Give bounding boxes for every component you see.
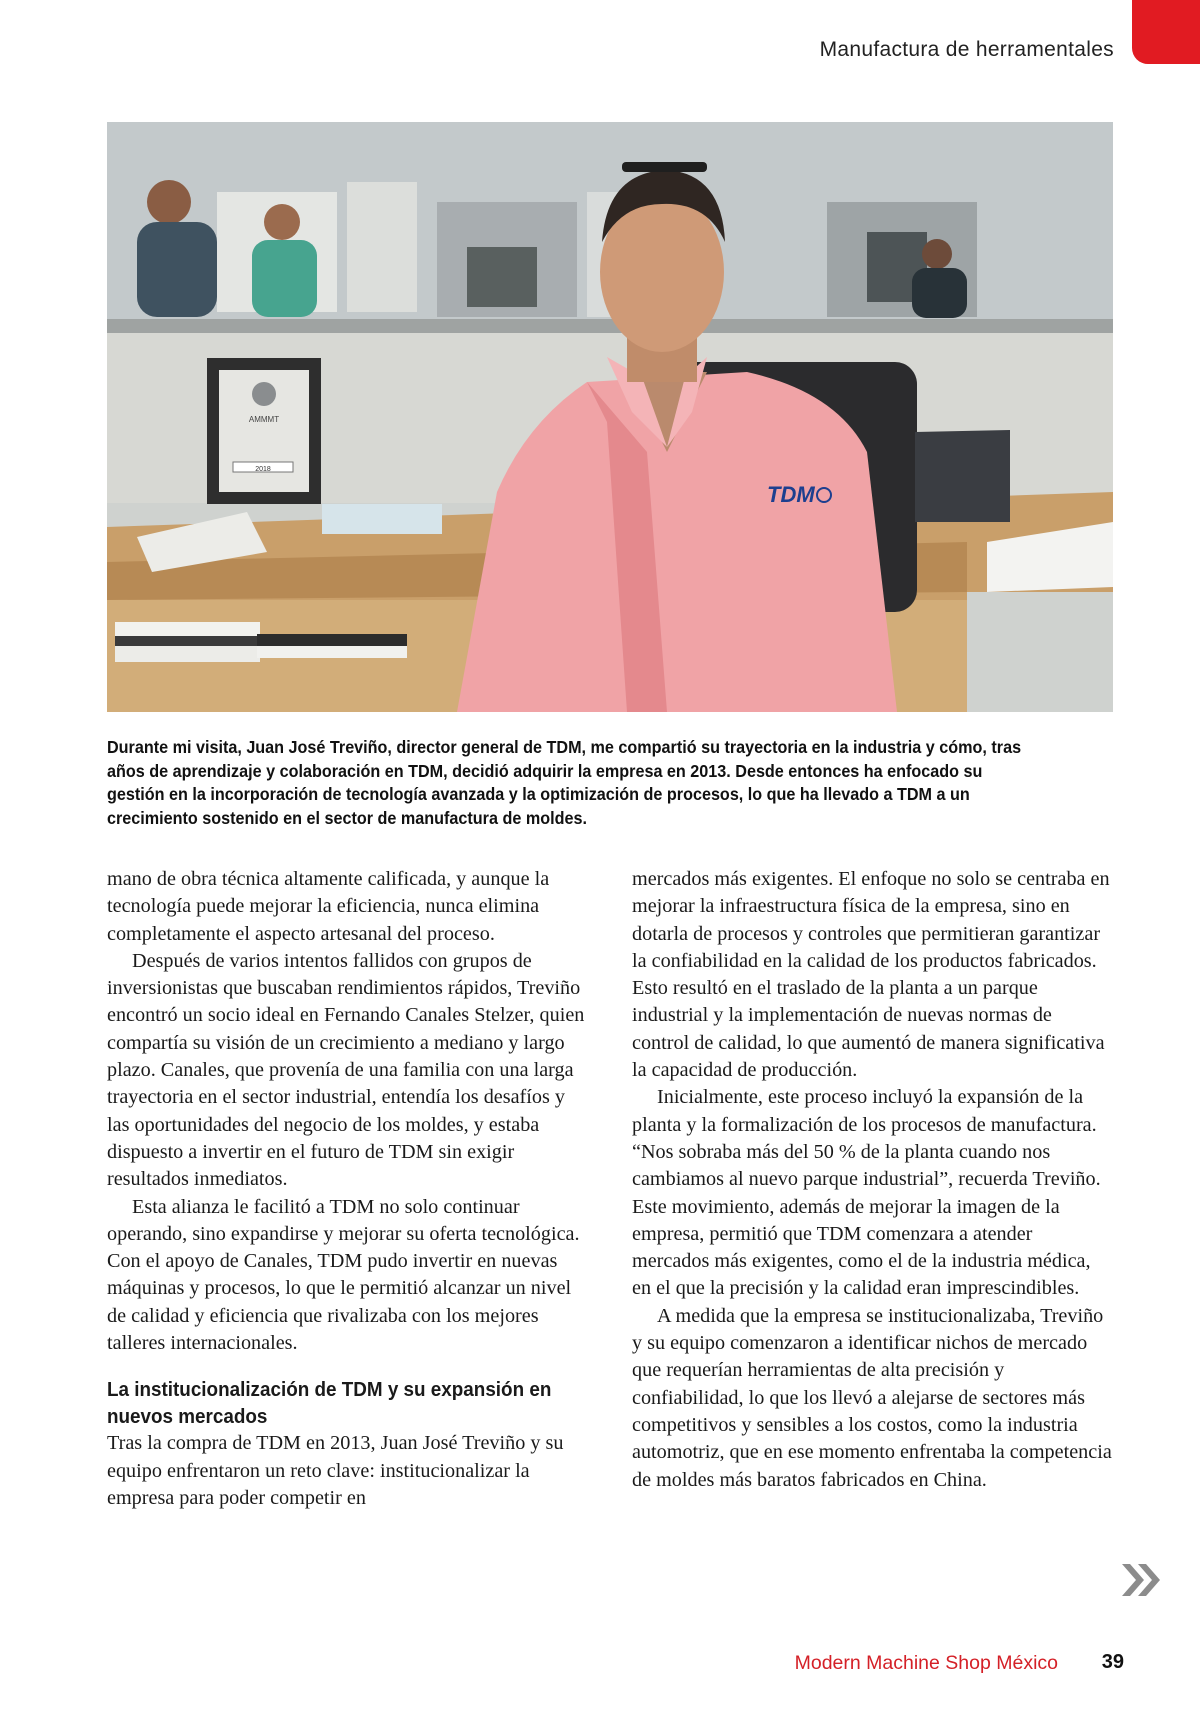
section-title: Manufactura de herramentales	[819, 38, 1114, 61]
continue-arrow-icon	[1120, 1560, 1164, 1600]
right-paragraph-1: mercados más exigentes. El enfoque no solo se centraba en mejorar la infraestructura física de la empresa, sino en dotarla de procesos y controles que permitieran garantizar la confiabilidad en la calidad de los productos fabricados. Esto resultó en el traslado de la planta a un parque industrial y la implementación de nuevas normas de control de calidad, lo que aumentó de manera significativa la capacidad de producción.	[632, 868, 1110, 1082]
caption-text: Durante mi visita, Juan José Treviño, director general de TDM, me compartió su trayectoria en la industria y cómo, tras años de aprendizaje y colaboración en TDM, decidió adquirir la empresa en 2013. Desde entonces ha enfocado su gestión en la incorporación de tecnología avanzada y la optimización de procesos, lo que ha llevado a TDM a un crecimiento sostenido en el sector de manufactura de moldes.	[107, 737, 1022, 828]
page-number: 39	[1101, 1651, 1124, 1673]
left-paragraph-2: Después de varios intentos fallidos con grupos de inversionistas que buscaban rendimientos rápidos, Treviño encontró un socio ideal en Fernando Canales Stelzer, quien compartía su visión de un crecimiento a mediano y largo plazo. Canales, que provenía de una familia con una larga trayectoria en el sector industrial, entendía los desafíos y las oportunidades del negocio de los moldes, y estaba dispuesto a invertir en el futuro de TDM sin exigir resultados inmediatos.	[107, 949, 585, 1191]
section-color-tab	[1132, 0, 1200, 64]
shirt-logo: TDM	[767, 482, 815, 507]
portrait-photo-illustration	[107, 122, 1113, 712]
left-paragraph-1: mano de obra técnica altamente calificada, y aunque la tecnología puede mejorar la eficiencia, nunca elimina completamente el aspecto artesanal del proceso.	[107, 868, 550, 945]
plaque-title: AMMMT	[248, 415, 280, 424]
right-paragraph-3: A medida que la empresa se institucionalizaba, Treviño y su equipo comenzaron a identificar nichos de mercado que requerían herramientas de alta precisión y confiabilidad, lo que los llevó a alejarse de sectores más competitivos y sensibles a los costos, como la industria automotriz, que en ese momento enfrentaba la competencia de moldes más baratos fabricados en China.	[632, 1304, 1112, 1491]
article-column-left	[107, 866, 587, 1512]
publication-name: Modern Machine Shop México	[794, 1652, 1058, 1674]
article-column-right	[632, 866, 1112, 1494]
right-paragraph-2: Inicialmente, este proceso incluyó la expansión de la planta y la formalización de los procesos de manufactura. “Nos sobraba más del 50 % de la planta cuando nos cambiamos al nuevo parque industrial”, recuerda Treviño. Este movimiento, además de mejorar la imagen de la empresa, permitió que TDM comenzara a atender mercados más exigentes, como el de la industria médica, en el que la precisión y la calidad eran imprescindibles.	[632, 1086, 1101, 1300]
left-paragraph-4: Tras la compra de TDM en 2013, Juan José Treviño y su equipo enfrentaron un reto clave: institucionalizar la empresa para poder competir en	[107, 1432, 564, 1509]
plaque-year: 2018	[255, 466, 271, 473]
section-subheading: La institucionalización de TDM y su expansión en nuevos mercados	[107, 1378, 552, 1429]
article-photo	[107, 122, 1113, 712]
photo-caption	[107, 736, 1037, 830]
left-paragraph-3: Esta alianza le facilitó a TDM no solo continuar operando, sino expandirse y mejorar su oferta tecnológica. Con el apoyo de Canales, TDM pudo invertir en nuevas máquinas y procesos, lo que le permitió alcanzar un nivel de calidad y eficiencia que rivalizaba con los mejores talleres internacionales.	[107, 1195, 580, 1355]
